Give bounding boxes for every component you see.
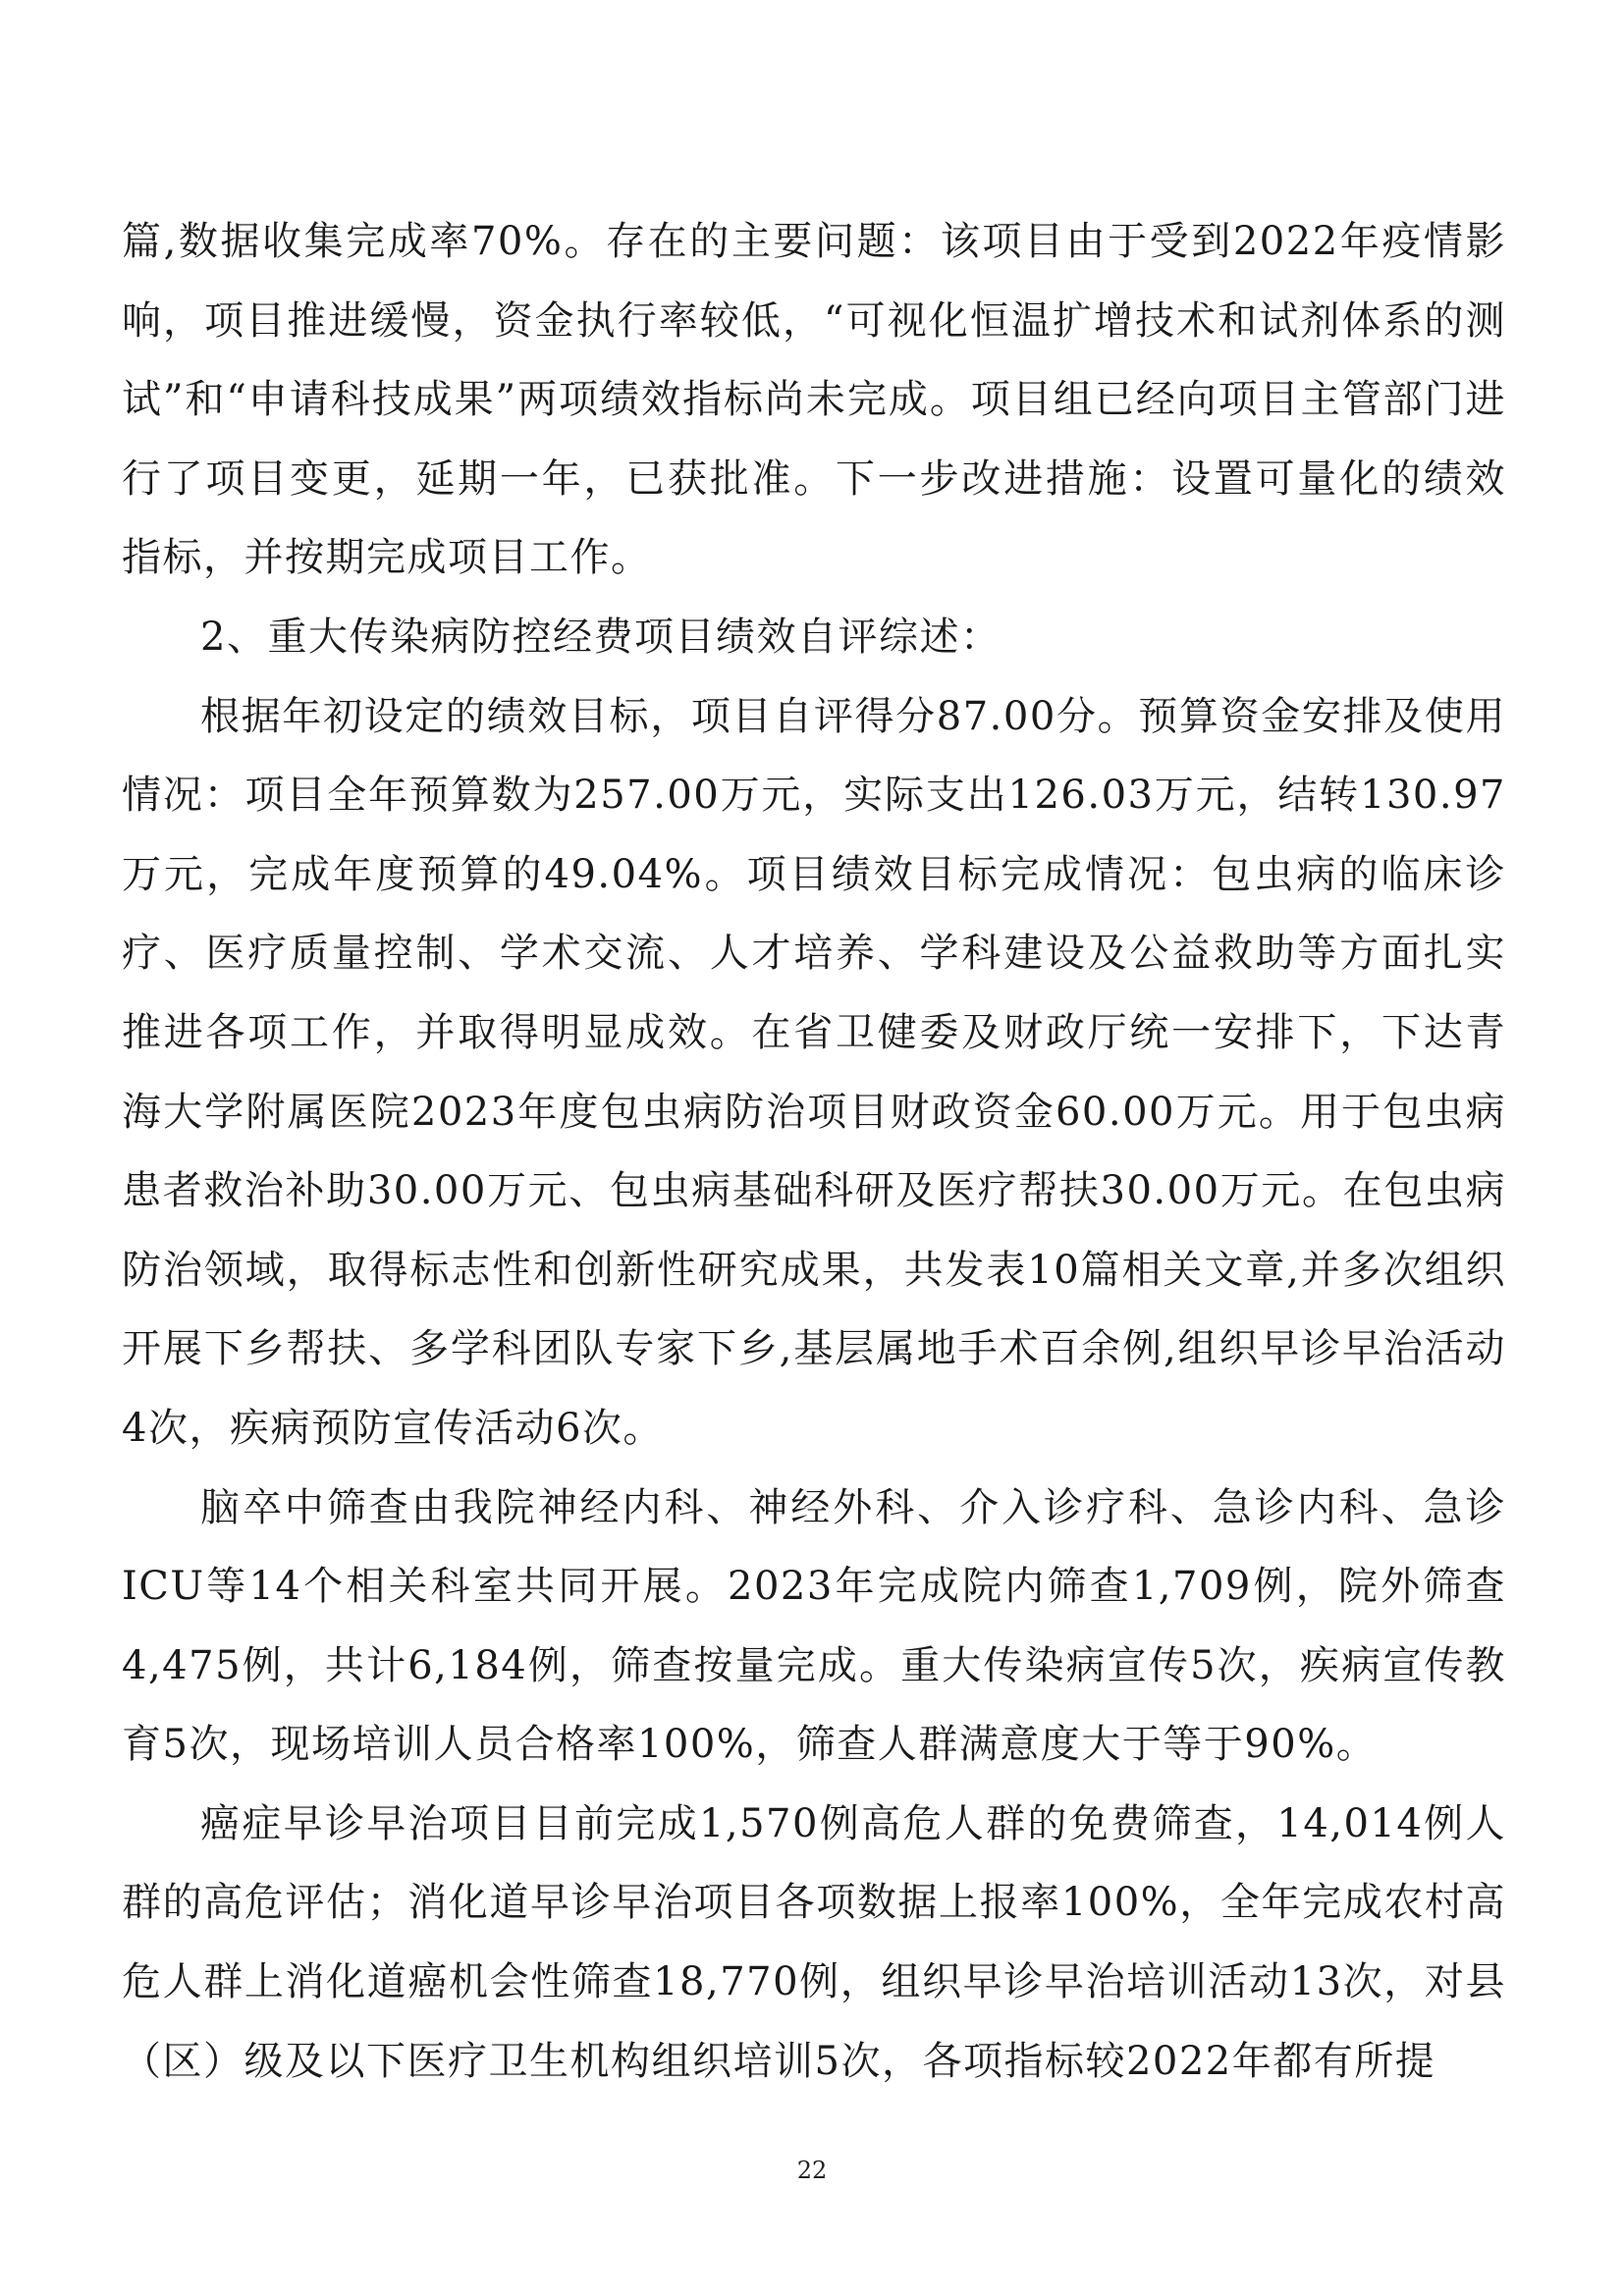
paragraph-cancer-screening: 癌症早诊早治项目目前完成1,570例高危人群的免费筛查，14,014例人群的高危评估；消化道早诊早治项目各项数据上报率100%，全年完成农村高危人群上消化道癌机会性筛查18,770例，组织早诊早治培训活动13次，对县（区）级及以下医疗卫生机构组织培训5次，各项指标较2022年都有所提 [122, 1800, 1506, 2084]
body-text [122, 202, 1506, 2101]
page-number: 22 [796, 2157, 828, 2184]
section-heading-2: 2、重大传染病防控经费项目绩效自评综述： [200, 614, 1001, 660]
paragraph-budget: 根据年初设定的绩效目标，项目自评得分87.00分。预算资金安排及使用情况：项目全年预算数为257.00万元，实际支出126.03万元，结转130.97万元，完成年度预算的49.04%。项目绩效目标完成情况：包虫病的临床诊疗、医疗质量控制、学术交流、人才培养、学科建设及公益救助等方面扎实推进各项工作，并取得明显成效。在省卫健委及财政厅统一安排下，下达青海大学附属医院2023年度包虫病防治项目财政资金60.00万元。用于包虫病患者救治补助30.00万元、包虫病基础科研及医疗帮扶30.00万元。在包虫病防治领域，取得标志性和创新性研究成果，共发表10篇相关文章,并多次组织开展下乡帮扶、多学科团队专家下乡,基层属地手术百余例,组织早诊早治活动4次，疾病预防宣传活动6次。 [122, 693, 1506, 1451]
paragraph-stroke-screening: 脑卒中筛查由我院神经内科、神经外科、介入诊疗科、急诊内科、急诊ICU等14个相关科室共同开展。2023年完成院内筛查1,709例，院外筛查4,475例，共计6,184例，筛查按量完成。重大传染病宣传5次，疾病宣传教育5次，现场培训人员合格率100%，筛查人群满意度大于等于90%。 [122, 1484, 1506, 1768]
paragraph-continuation: 篇,数据收集完成率70%。存在的主要问题：该项目由于受到2022年疫情影响，项目推进缓慢，资金执行率较低，“可视化恒温扩增技术和试剂体系的测试”和“申请科技成果”两项绩效指标尚未完成。项目组已经向项目主管部门进行了项目变更，延期一年，已获批准。下一步改进措施：设置可量化的绩效指标，并按期完成项目工作。 [122, 219, 1506, 581]
